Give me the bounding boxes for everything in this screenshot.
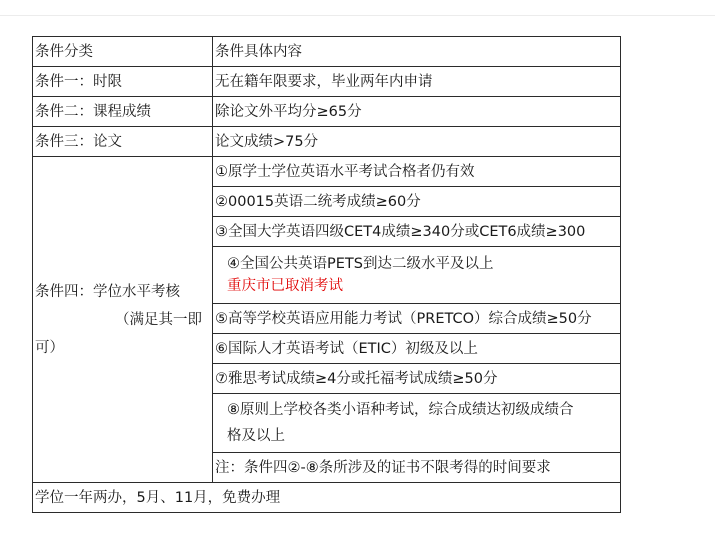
final-row <box>33 483 621 513</box>
condition4-row <box>33 157 621 187</box>
row-content: 除论文外平均分≥65分 <box>213 97 621 127</box>
table-header-row <box>33 37 621 67</box>
row-label: 条件一：时限 <box>33 67 213 97</box>
row-content: 无在籍年限要求，毕业两年内申请 <box>213 67 621 97</box>
top-divider <box>0 15 715 16</box>
table-row <box>33 97 621 127</box>
condition4-item: ②00015英语二统考成绩≥60分 <box>213 187 621 217</box>
header-category: 条件分类 <box>33 37 213 67</box>
row-content: 论文成绩>75分 <box>213 127 621 157</box>
condition4-item: ⑦雅思考试成绩≥4分或托福考试成绩≥50分 <box>213 364 621 394</box>
schedule-note: 学位一年两办，5月、11月，免费办理 <box>33 483 621 513</box>
condition4-item: ③全国大学英语四级CET4成绩≥340分或CET6成绩≥300 <box>213 217 621 247</box>
condition4-item: ⑧原则上学校各类小语种考试，综合成绩达初级成绩合 格及以上 <box>213 394 621 453</box>
table-row <box>33 67 621 97</box>
condition4-label: 条件四：学位水平考核 （满足其一即 可） <box>33 157 213 483</box>
condition4-item: ④全国公共英语PETS到达二级水平及以上 重庆市已取消考试 <box>213 247 621 304</box>
header-content: 条件具体内容 <box>213 37 621 67</box>
footnote: 注：条件四②-⑧条所涉及的证书不限考得的时间要求 <box>213 453 621 483</box>
condition4-item: ⑥国际人才英语考试（ETIC）初级及以上 <box>213 334 621 364</box>
condition4-item: ①原学士学位英语水平考试合格者仍有效 <box>213 157 621 187</box>
cancelled-note: 重庆市已取消考试 <box>227 278 343 294</box>
row-label: 条件二：课程成绩 <box>33 97 213 127</box>
conditions-table <box>32 36 621 513</box>
table-row <box>33 127 621 157</box>
row-label: 条件三：论文 <box>33 127 213 157</box>
condition4-item: ⑤高等学校英语应用能力考试（PRETCO）综合成绩≥50分 <box>213 304 621 334</box>
